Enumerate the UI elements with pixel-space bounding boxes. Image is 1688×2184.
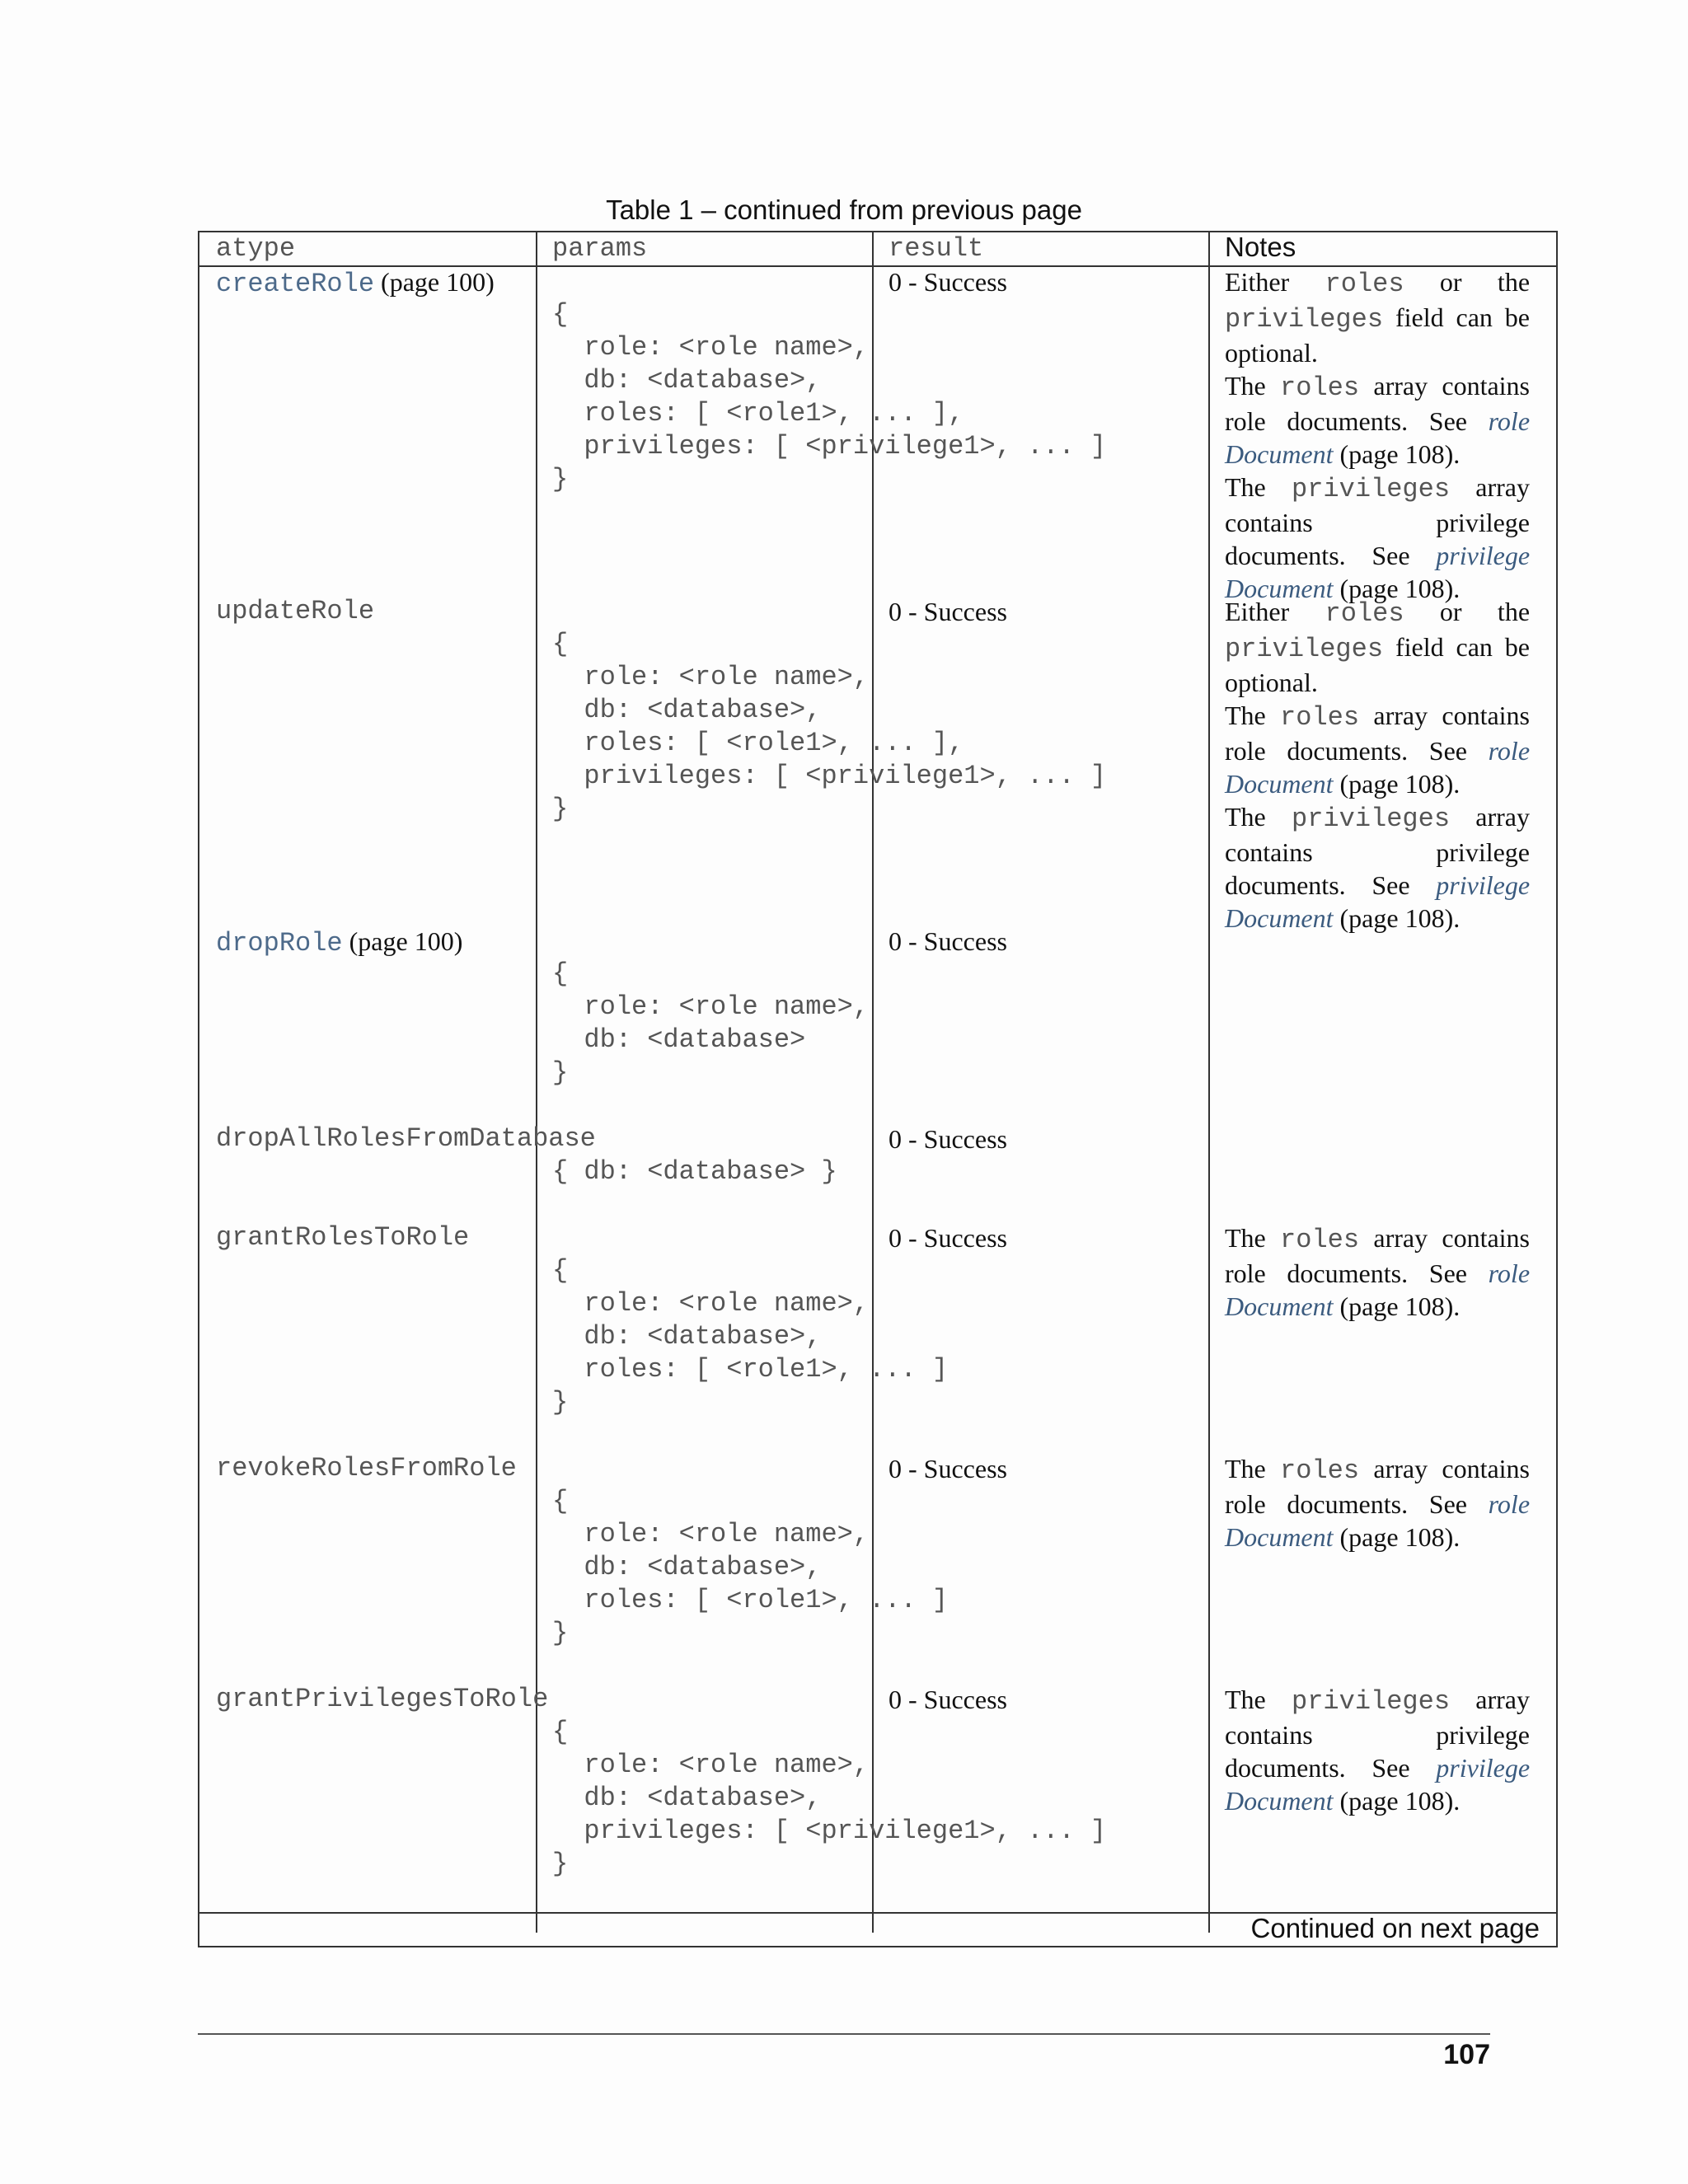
result-value: 0 - Success [889,1223,1007,1253]
column-divider [536,232,537,1933]
notes-cell: Either roles or the privileges field can be optional. The roles array contains role documents. See role Document (page 108). The privileges array contains privilege documents. See privilege Document (page 108). [1225,267,1531,603]
header-notes: Notes [1225,232,1296,262]
table-row [216,265,495,301]
create-role-link[interactable]: createRole [216,269,375,299]
params-line: { db: <database> } [552,1156,837,1187]
continued-label: Continued on next page [1250,1913,1540,1943]
privilege-document-link[interactable]: privilege Document [1225,870,1531,933]
params-line: role: <role name>, [552,332,870,363]
params-line: { [552,299,569,330]
role-document-link[interactable]: role Document [1225,1489,1531,1552]
result-value: 0 - Success [889,1685,1007,1714]
atype-value: updateRole [216,596,375,626]
params-line: db: <database>, [552,695,822,725]
result-value: 0 - Success [889,1454,1007,1483]
header-params: params [552,233,648,264]
params-line: privileges: [ <privilege1>, ... ] [552,431,1107,462]
table-row [216,925,462,960]
table-caption: Table 1 – continued from previous page [606,194,1082,225]
page-ref: (page 100) [381,267,495,297]
params-line: role: <role name>, [552,1288,870,1319]
notes-cell: The roles array contains role documents. See role Document (page 108). [1225,1454,1531,1552]
atype-value: dropAllRolesFromDatabase [216,1123,596,1154]
result-value: 0 - Success [889,597,1007,626]
params-line: db: <database>, [552,365,822,396]
params-line: { [552,1486,569,1516]
column-divider [872,232,874,1933]
params-line: { [552,1717,569,1747]
params-line: } [552,1057,569,1088]
params-line: { [552,629,569,659]
atype-value: grantPrivilegesToRole [216,1684,549,1714]
notes-cell: The roles array contains role documents. See role Document (page 108). [1225,1223,1531,1321]
page-ref: (page 100) [349,926,463,956]
role-document-link[interactable]: role Document [1225,1258,1531,1321]
params-line: roles: [ <role1>, ... ], [552,728,964,758]
params-line: { [552,1255,569,1286]
notes-cell: Either roles or the privileges field can be optional. The roles array contains role documents. See role Document (page 108). The privileges array contains privilege documents. See privilege Document (page 108). [1225,597,1531,933]
params-line: db: <database>, [552,1321,822,1352]
api-table [198,231,1558,1947]
params-line: db: <database>, [552,1783,822,1813]
privilege-document-link[interactable]: privilege Document [1225,541,1531,603]
params-line: role: <role name>, [552,1750,870,1780]
params-line: db: <database> [552,1024,806,1055]
result-value: 0 - Success [889,926,1007,956]
params-line: roles: [ <role1>, ... ] [552,1585,949,1615]
params-line: } [552,464,569,494]
header-atype: atype [216,233,296,264]
params-line: } [552,1618,569,1648]
page-number: 107 [1443,2039,1490,2070]
drop-role-link[interactable]: dropRole [216,928,343,958]
params-line: } [552,794,569,824]
params-line: privileges: [ <privilege1>, ... ] [552,1816,1107,1846]
atype-value: grantRolesToRole [216,1222,470,1253]
params-line: roles: [ <role1>, ... ], [552,398,964,429]
role-document-link[interactable]: role Document [1225,736,1531,799]
params-line: } [552,1849,569,1879]
params-line: role: <role name>, [552,1519,870,1549]
params-line: db: <database>, [552,1552,822,1582]
footer-rule [198,2033,1490,2035]
result-value: 0 - Success [889,267,1007,297]
notes-cell: The privileges array contains privilege documents. See privilege Document (page 108). [1225,1685,1531,1816]
result-value: 0 - Success [889,1124,1007,1154]
header-result: result [889,233,984,264]
atype-value: revokeRolesFromRole [216,1453,517,1483]
params-line: } [552,1387,569,1418]
params-line: { [552,958,569,989]
params-line: role: <role name>, [552,991,870,1022]
role-document-link[interactable]: role Document [1225,406,1531,469]
params-line: role: <role name>, [552,662,870,692]
column-divider [1208,232,1210,1933]
params-line: roles: [ <role1>, ... ] [552,1354,949,1385]
params-line: privileges: [ <privilege1>, ... ] [552,761,1107,791]
privilege-document-link[interactable]: privilege Document [1225,1753,1531,1816]
